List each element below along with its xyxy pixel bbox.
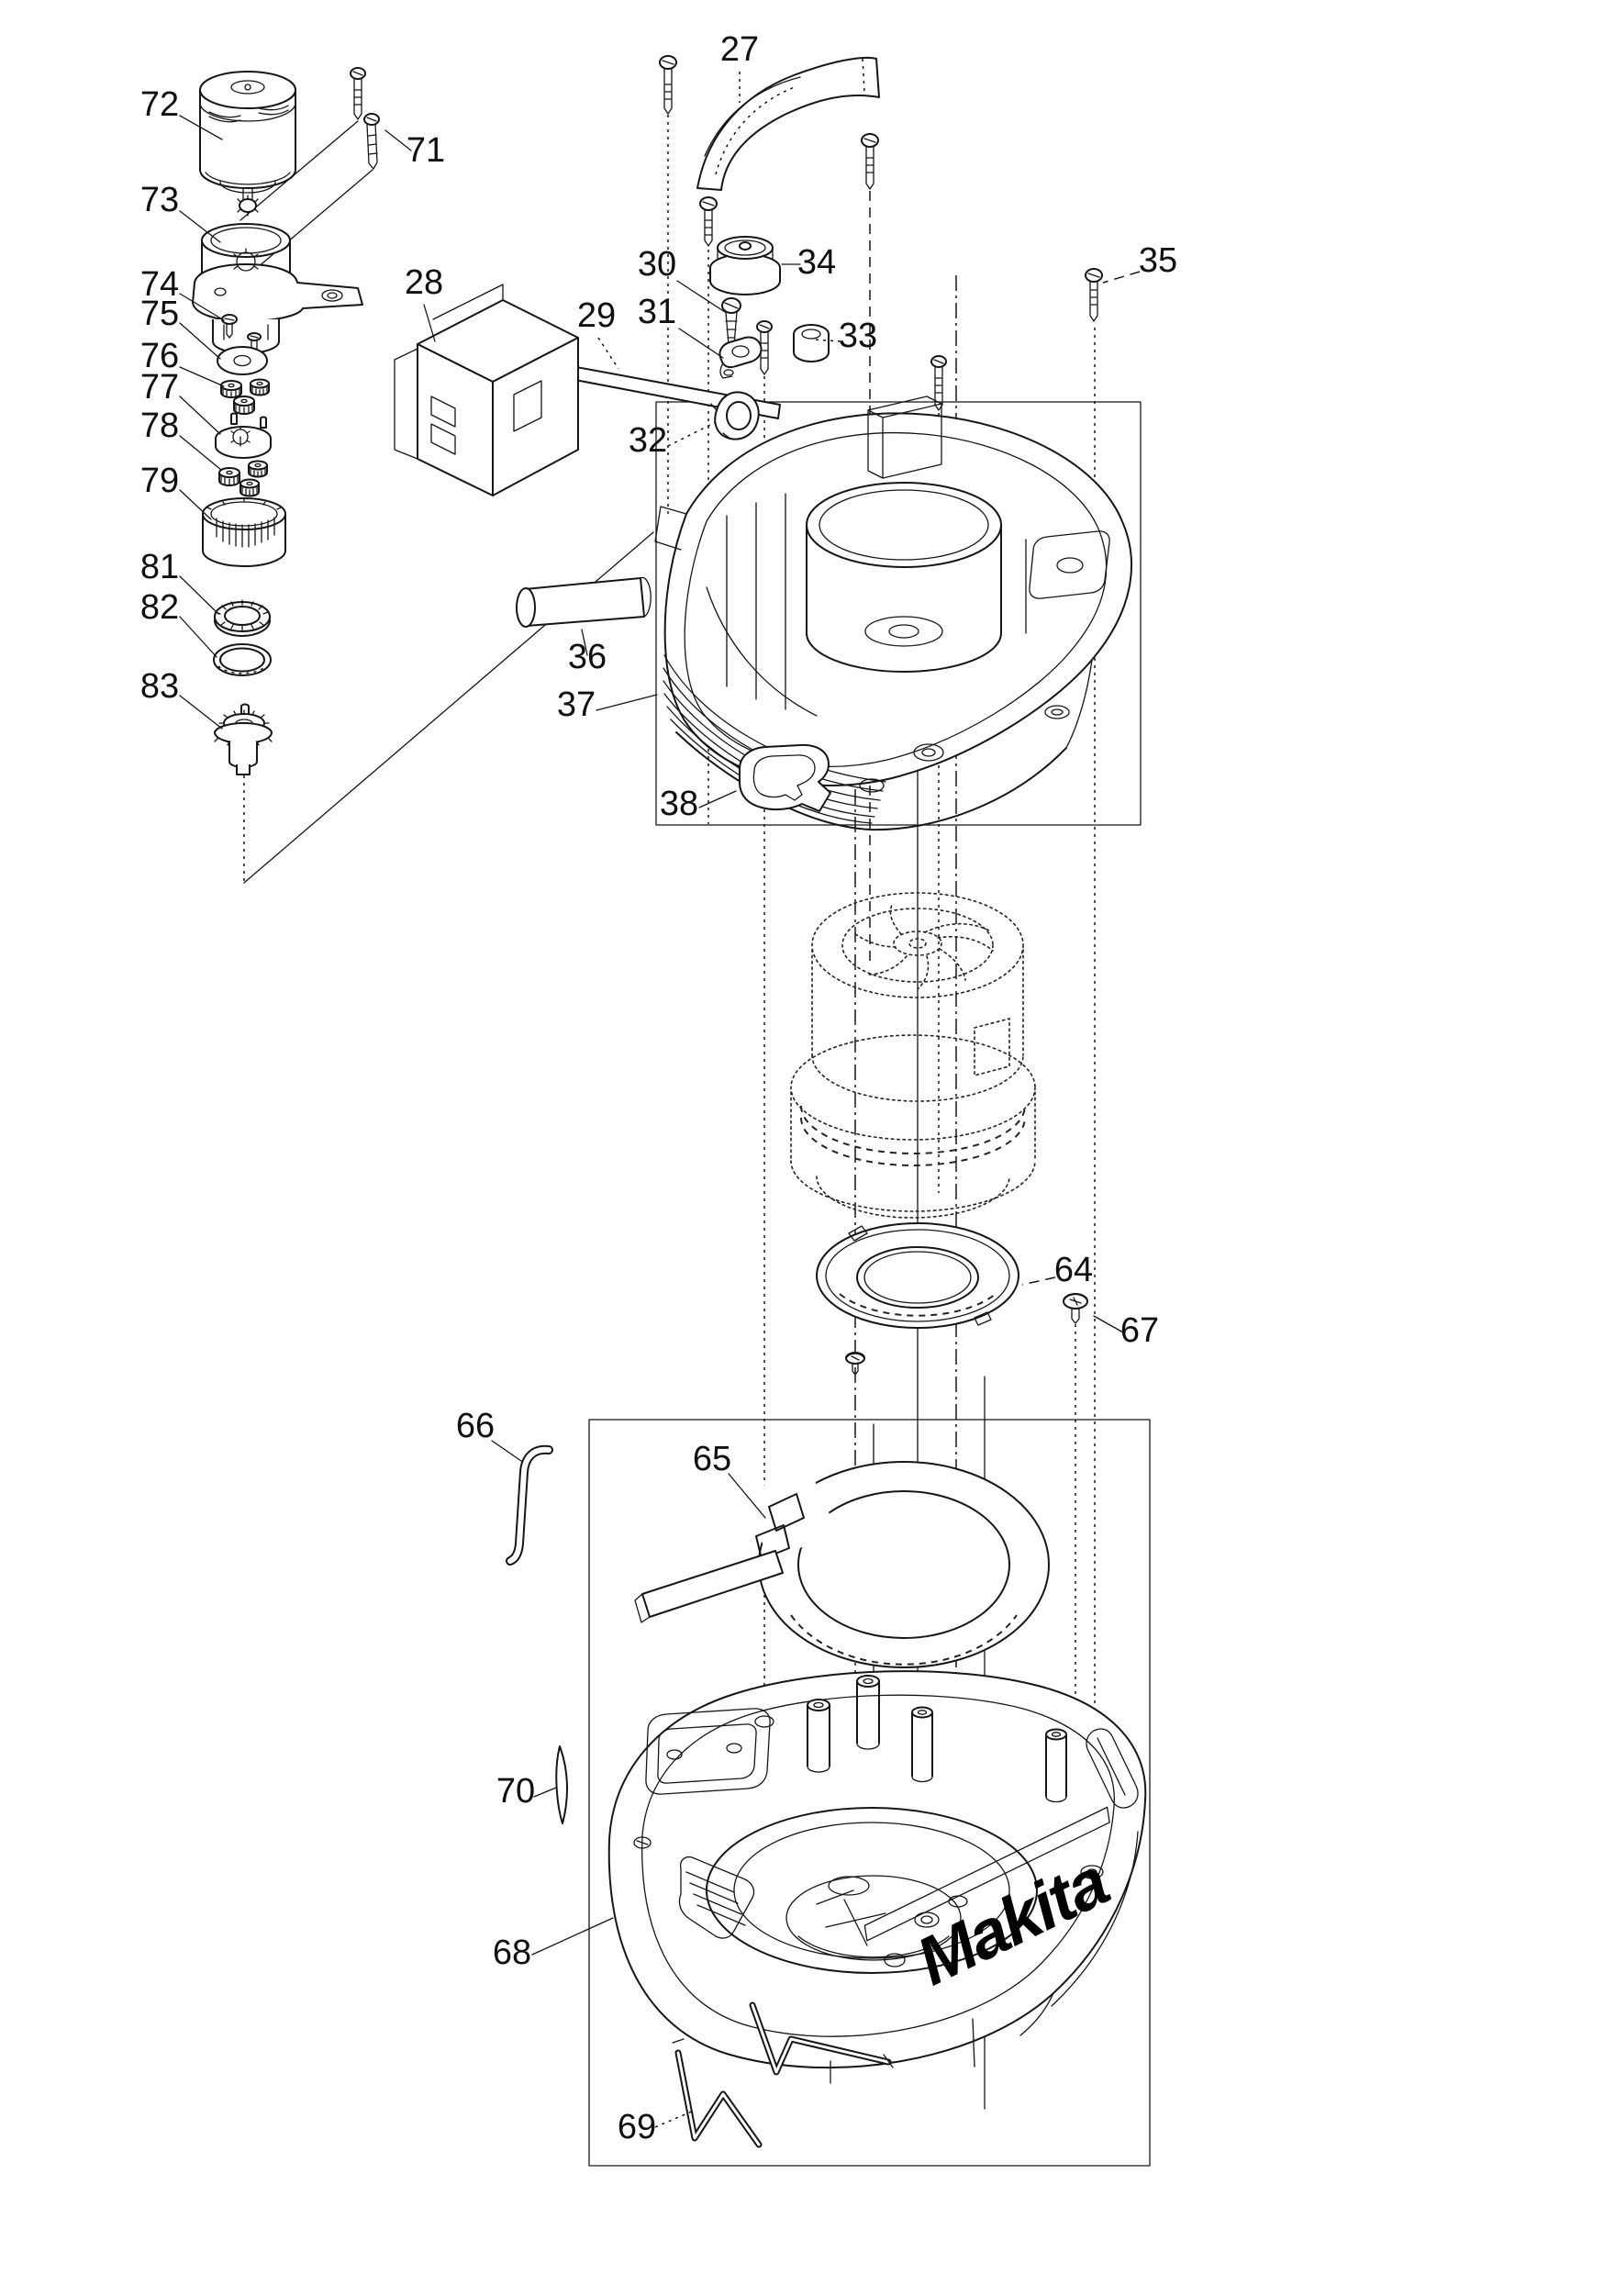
part-82-o-ring (214, 644, 271, 675)
part-label-28: 28 (404, 263, 444, 302)
part-label-67: 67 (1119, 1311, 1160, 1350)
part-70-flap (556, 1746, 567, 1823)
part-71-screws (351, 68, 379, 169)
screw-948 (862, 134, 878, 189)
part-64-seal-ring (817, 1223, 1019, 1328)
part-label-37: 37 (556, 685, 596, 724)
part-label-65: 65 (692, 1440, 732, 1478)
part-label-36: 36 (567, 638, 607, 676)
part-35-screw (1086, 269, 1102, 321)
part-34-cap (710, 237, 780, 295)
part-label-34: 34 (796, 243, 837, 282)
part-label-75: 75 (139, 295, 180, 333)
part-label-81: 81 (139, 548, 180, 586)
part-28-switch-assembly (395, 284, 578, 496)
part-label-82: 82 (139, 588, 180, 627)
part-31-clamp (719, 337, 761, 378)
part-77-carrier (216, 414, 271, 459)
part-label-32: 32 (628, 421, 668, 460)
part-73-gear-housing (193, 224, 362, 353)
part-label-71: 71 (406, 131, 446, 170)
screw-772 (700, 197, 717, 246)
part-66-tube (510, 1450, 549, 1561)
part-68-tank-cover (609, 1671, 1151, 2083)
part-label-78: 78 (139, 407, 180, 445)
part-label-69: 69 (617, 2108, 657, 2146)
part-37-upper-housing (655, 396, 1131, 830)
part-label-64: 64 (1053, 1251, 1094, 1289)
part-83-spindle (215, 705, 272, 775)
part-label-76: 76 (139, 337, 180, 375)
part-label-35: 35 (1138, 241, 1178, 280)
part-label-68: 68 (492, 1934, 532, 1972)
screw-728 (660, 56, 676, 114)
part-label-77: 77 (139, 368, 180, 407)
part-label-30: 30 (637, 245, 677, 284)
vacuum-motor-phantom (791, 893, 1035, 1218)
part-75-washer (217, 347, 267, 374)
part-81-bearing (215, 600, 270, 636)
part-33-grommet (794, 325, 829, 362)
part-72-motor (200, 72, 295, 216)
part-78-gears (219, 462, 267, 496)
part-label-83: 83 (139, 667, 180, 706)
part-label-27: 27 (719, 30, 760, 69)
part-36-tube (517, 577, 651, 627)
part-67-screw (1064, 1294, 1087, 1323)
part-label-38: 38 (659, 785, 699, 823)
part-label-72: 72 (139, 85, 180, 124)
part-label-33: 33 (838, 317, 878, 355)
part-label-73: 73 (139, 181, 180, 219)
part-65-foam-seal (635, 1462, 1049, 1667)
part-label-79: 79 (139, 462, 180, 500)
part-79-ring-gear (203, 498, 285, 566)
part-76-gears (221, 380, 269, 415)
part-27-handle (697, 58, 879, 190)
part-label-29: 29 (576, 296, 617, 335)
part-label-66: 66 (455, 1407, 496, 1445)
part-label-31: 31 (637, 293, 677, 331)
makita-logo-text: Makita (905, 1843, 1119, 2001)
part-label-74: 74 (139, 265, 180, 304)
part-label-70: 70 (496, 1772, 536, 1811)
part-38-gasket (740, 745, 830, 811)
